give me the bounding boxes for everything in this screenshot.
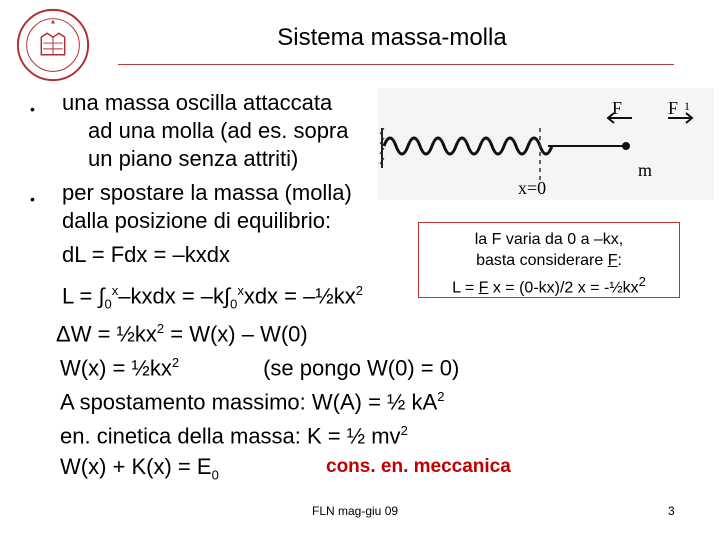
equation-W: $W(x) = \frac{1}{2}kx^2$ (se pongo W(0) = 0) [60, 355, 460, 381]
equation-deltaW: $\Delta W = \frac{1}{2}kx^2 = W(x) - W(0)$ [56, 321, 308, 347]
note-line: L = F x = (0-kx)/2 $x = -\frac{1}{2}kx^2$ [452, 274, 646, 297]
bullet-text: per spostare la massa (molla) [62, 180, 352, 205]
bullet-item [30, 180, 352, 206]
bullet-text: un piano senza attriti) [88, 146, 299, 171]
note-box [418, 222, 680, 298]
bullet-text: una massa oscilla attaccata [62, 90, 333, 115]
equation-L: $L = \int_0^x$–kxdx = $-k\int_0^xxdx$ = $-\frac{1}{2}kx^2$ [62, 283, 363, 312]
spring-mass-figure [378, 88, 714, 200]
force-label-F: F [612, 98, 623, 118]
bullet-dot: • [30, 101, 35, 117]
force-label-F1: F [668, 98, 679, 118]
bullet-text: dalla posizione di equilibrio: [62, 208, 332, 233]
equation-K: en. cinetica della massa: K = ½ $mv^2$ [60, 423, 408, 449]
equation-E: $W(x) + K(x) = E_0$ [60, 454, 219, 483]
footer-text: FLN mag-giu 09 [312, 504, 399, 518]
note-line: la F varia da 0 a –kx, [474, 231, 624, 248]
equation-dL: dL = Fdx = –kxdx [62, 242, 230, 267]
slide-title: Sistema massa-molla [277, 24, 507, 51]
bullet-item [30, 90, 332, 116]
bullet-dot: • [30, 191, 35, 207]
bullet-text: ad una molla (ad es. sopra [88, 118, 349, 143]
page-number: 3 [668, 504, 675, 518]
conservation-label: cons. en. meccanica [326, 456, 511, 477]
equilibrium-label: x=0 [518, 178, 547, 198]
title-divider [118, 64, 674, 65]
mass-label: m [638, 160, 653, 180]
equation-W-max: A spostamento massimo: W(A) = ½ $kA^2$ [60, 389, 445, 415]
note-line: basta considerare F: [476, 252, 622, 269]
force-label-F1-mark: 1 [684, 99, 690, 113]
